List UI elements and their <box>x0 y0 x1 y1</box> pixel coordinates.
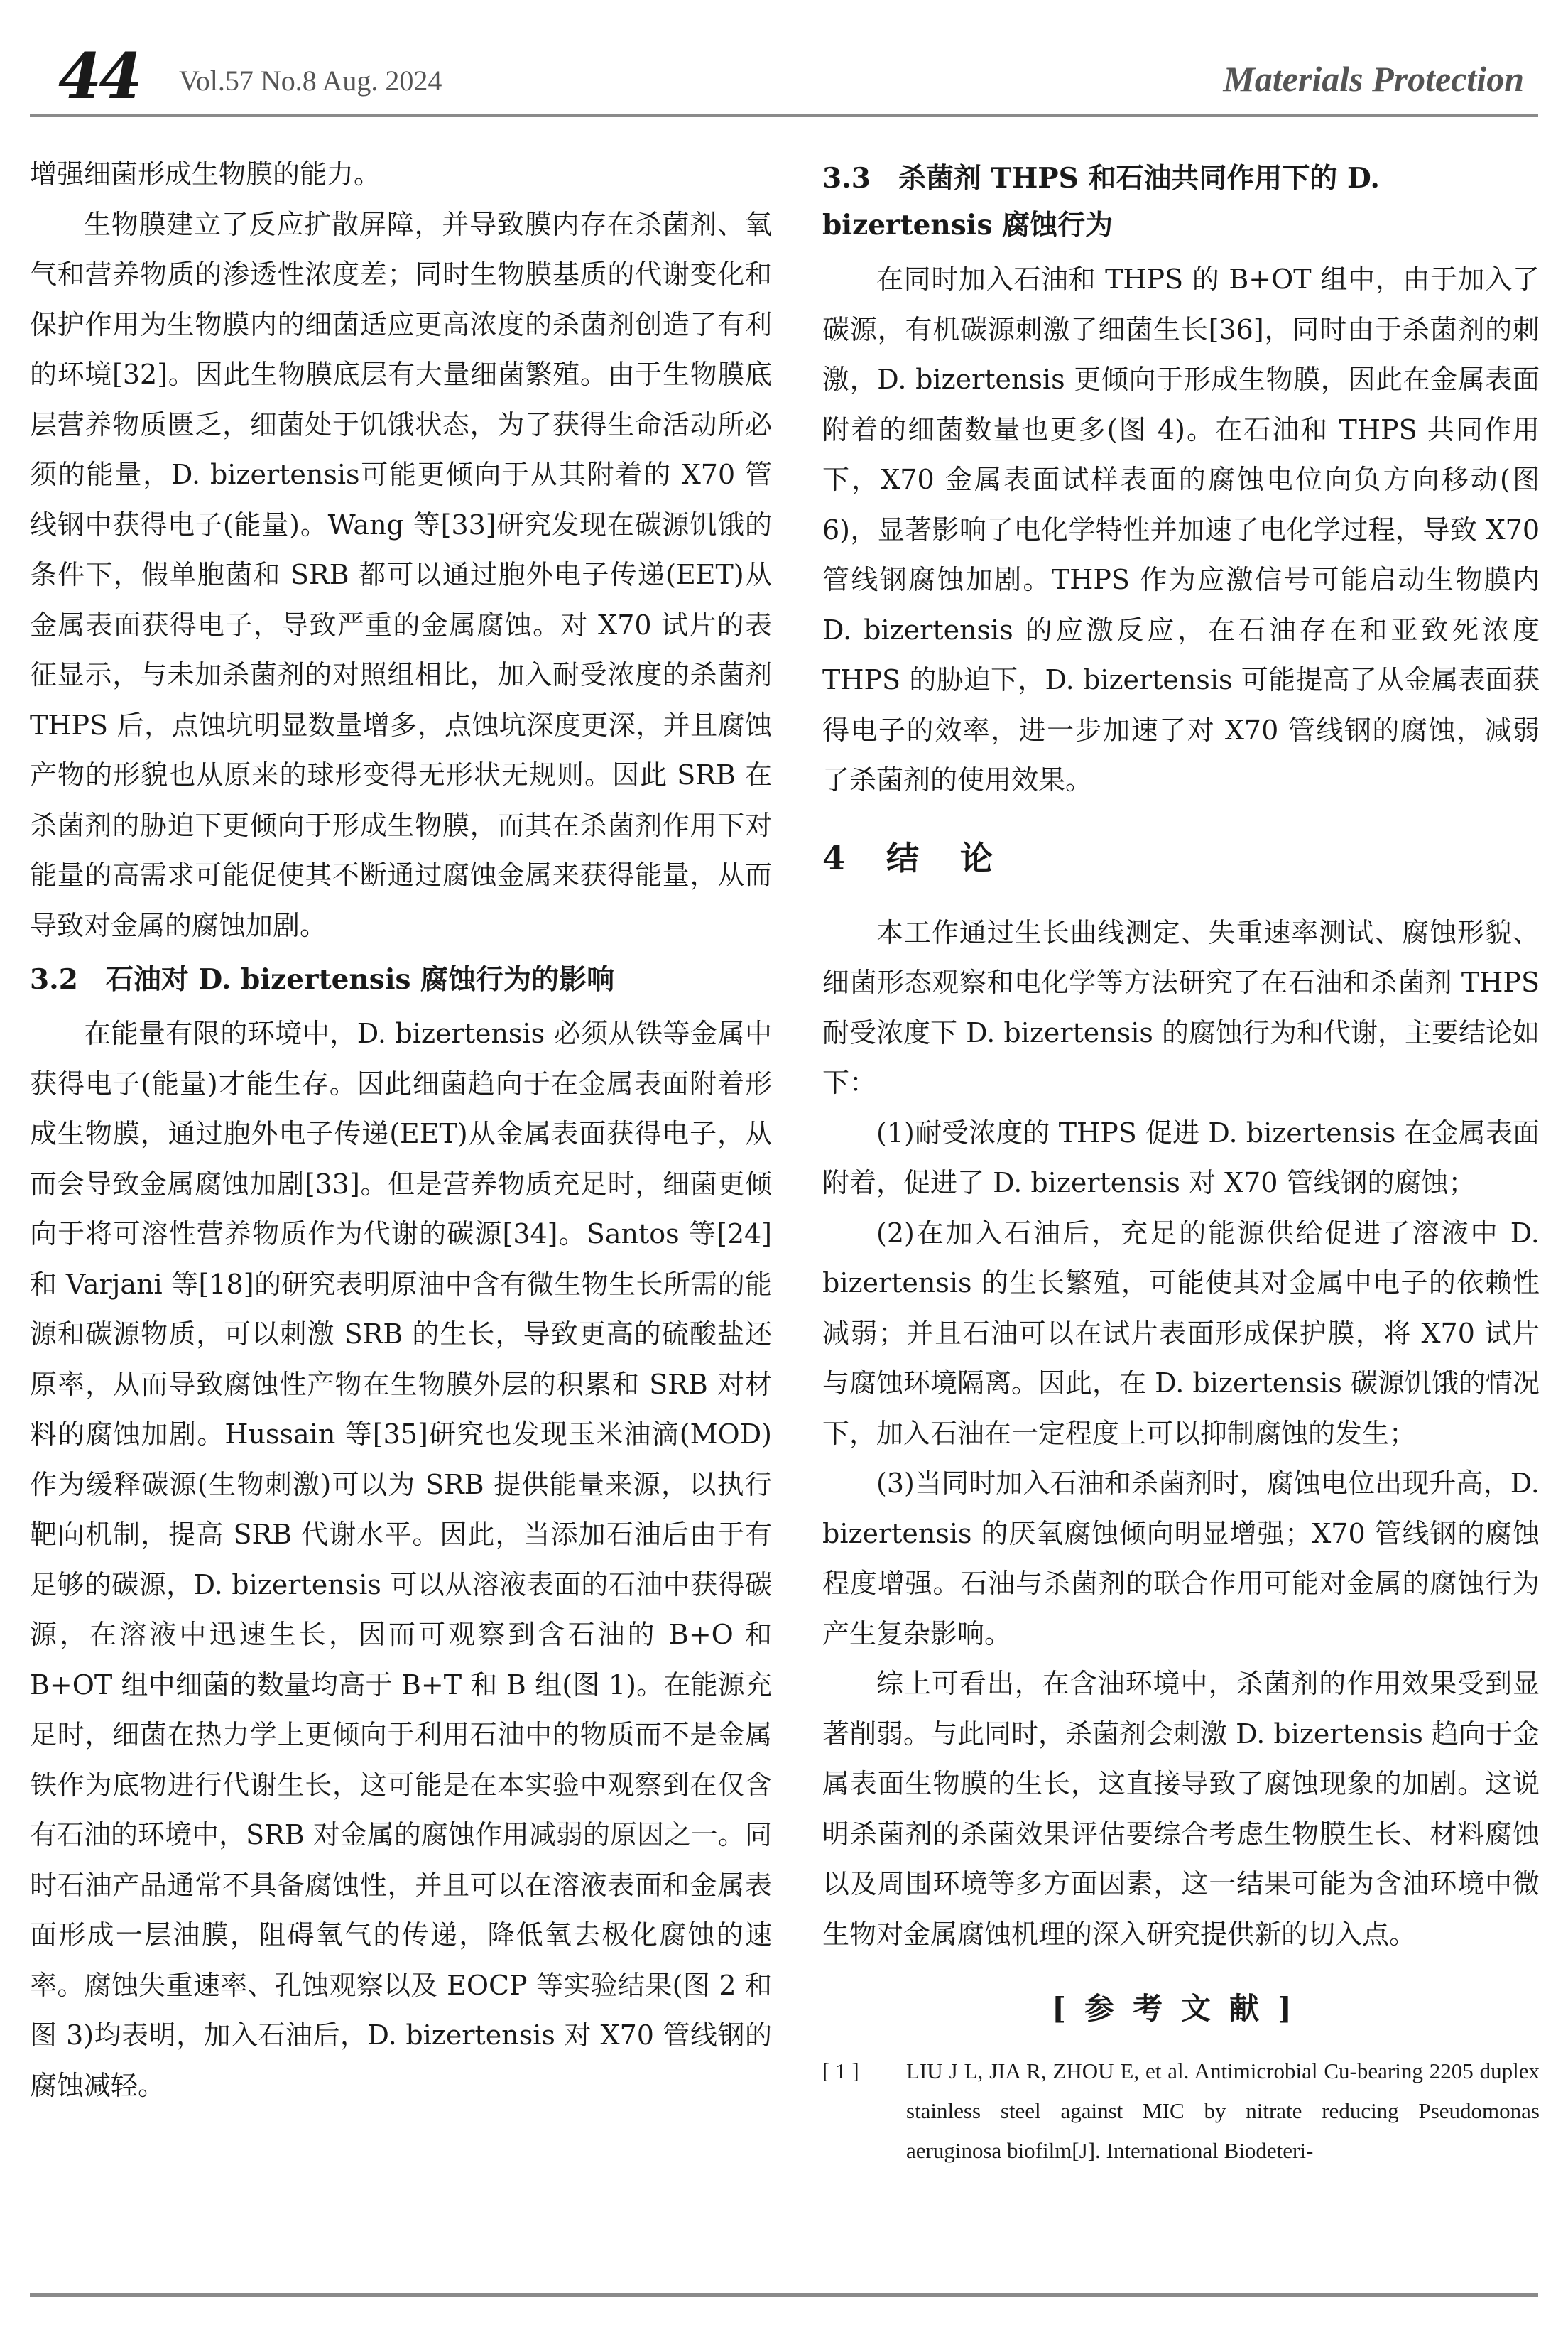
journal-title: Materials Protection <box>1223 59 1524 99</box>
right-column <box>822 149 1540 2171</box>
page-header <box>30 37 1538 115</box>
reference-text: LIU J L, JIA R, ZHOU E, et al. Antimicrobial Cu-bearing 2205 duplex stainless steel against MIC by nitrate reducing Pseudomonas aeruginosa biofilm[J]. International Biodeteri- <box>906 2059 1540 2163</box>
page-number: 44 <box>58 39 140 113</box>
paragraph: (1)耐受浓度的 THPS 促进 D. bizertensis 在金属表面附着，促进了 D. bizertensis 对 X70 管线钢的腐蚀； <box>822 1117 1540 1198</box>
reference-number: [ 1 ] <box>822 2059 859 2083</box>
section-4-title: 4 结 论 <box>822 838 998 877</box>
footer-rule <box>30 2293 1538 2297</box>
reference-item <box>822 2051 1540 2171</box>
references-heading: [参考文献] <box>1052 1991 1310 2026</box>
section-3-3-title: 3.3 杀菌剂 THPS 和石油共同作用下的 D. bizertensis 腐蚀行为 <box>822 162 1380 242</box>
paragraph: 增强细菌形成生物膜的能力。 <box>30 158 381 190</box>
paragraph: 本工作通过生长曲线测定、失重速率测试、腐蚀形貌、细菌形态观察和电化学等方法研究了在石油和杀菌剂 THPS 耐受浓度下 D. bizertensis 的腐蚀行为和代谢，主要结论如下： <box>822 916 1540 1098</box>
paragraph: (3)当同时加入石油和杀菌剂时，腐蚀电位出现升高，D. bizertensis 的厌氧腐蚀倾向明显增强；X70 管线钢的腐蚀程度增强。石油与杀菌剂的联合作用可能对金属的腐蚀行为产生复杂影响。 <box>822 1468 1540 1649</box>
section-3-2-title: 3.2 石油对 D. bizertensis 腐蚀行为的影响 <box>30 963 615 996</box>
volume-info: Vol.57 No.8 Aug. 2024 <box>179 65 442 97</box>
header-rule <box>30 114 1538 117</box>
paragraph: (2)在加入石油后，充足的能源供给促进了溶液中 D. bizertensis 的生长繁殖，可能使其对金属中电子的依赖性减弱；并且石油可以在试片表面形成保护膜，将 X70 试片与腐蚀环境隔离。因此，在 D. bizertensis 碳源饥饿的情况下，加入石油在一定程度上可以抑制腐蚀的发生； <box>822 1217 1540 1449</box>
paragraph: 在能量有限的环境中，D. bizertensis 必须从铁等金属中获得电子(能量)才能生存。因此细菌趋向于在金属表面附着形成生物膜，通过胞外电子传递(EET)从金属表面获得电子，从而会导致金属腐蚀加剧[33]。但是营养物质充足时，细菌更倾向于将可溶性营养物质作为代谢的碳源[34]。Santos 等[24]和 Varjani 等[18]的研究表明原油中含有微生物生长所需的能源和碳源物质，可以刺激 SRB 的生长，导致更高的硫酸盐还原率，从而导致腐蚀性产物在生物膜外层的积累和 SRB 对材料的腐蚀加剧。Hussain 等[35]研究也发现玉米油滴(MOD)作为缓释碳源(生物刺激)可以为 SRB 提供能量来源，以执行靶向机制，提高 SRB 代谢水平。因此，当添加石油后由于有足够的碳源，D. bizertensis 可以从溶液表面的石油中获得碳源，在溶液中迅速生长，因而可观察到含石油的 B+O 和 B+OT 组中细菌的数量均高于 B+T 和 B 组(图 1)。在能源充足时，细菌在热力学上更倾向于利用石油中的物质而不是金属铁作为底物进行代谢生长，这可能是在本实验中观察到在仅含有石油的环境中，SRB 对金属的腐蚀作用减弱的原因之一。同时石油产品通常不具备腐蚀性，并且可以在溶液表面和金属表面形成一层油膜，阻碍氧气的传递，降低氧去极化腐蚀的速率。腐蚀失重速率、孔蚀观察以及 EOCP 等实验结果(图 2 和图 3)均表明，加入石油后，D. bizertensis 对 X70 管线钢的腐蚀减轻。 <box>30 1018 772 2101</box>
paragraph: 生物膜建立了反应扩散屏障，并导致膜内存在杀菌剂、氧气和营养物质的渗透性浓度差；同时生物膜基质的代谢变化和保护作用为生物膜内的细菌适应更高浓度的杀菌剂创造了有利的环境[32]。因此生物膜底层有大量细菌繁殖。由于生物膜底层营养物质匮乏，细菌处于饥饿状态，为了获得生命活动所必须的能量，D. bizertensis可能更倾向于从其附着的 X70 管线钢中获得电子(能量)。Wang 等[33]研究发现在碳源饥饿的条件下，假单胞菌和 SRB 都可以通过胞外电子传递(EET)从金属表面获得电子，导致严重的金属腐蚀。对 X70 试片的表征显示，与未加杀菌剂的对照组相比，加入耐受浓度的杀菌剂 THPS 后，点蚀坑明显数量增多，点蚀坑深度更深，并且腐蚀产物的形貌也从原来的球形变得无形状无规则。因此 SRB 在杀菌剂的胁迫下更倾向于形成生物膜，而其在杀菌剂作用下对能量的高需求可能促使其不断通过腐蚀金属来获得能量，从而导致对金属的腐蚀加剧。 <box>30 208 772 941</box>
left-column <box>30 149 772 2110</box>
paragraph: 在同时加入石油和 THPS 的 B+OT 组中，由于加入了碳源，有机碳源刺激了细菌生长[36]，同时由于杀菌剂的刺激，D. bizertensis 更倾向于形成生物膜，因此在金属表面附着的细菌数量也更多(图 4)。在石油和 THPS 共同作用下，X70 金属表面试样表面的腐蚀电位向负方向移动(图 6)，显著影响了电化学特性并加速了电化学过程，导致 X70 管线钢腐蚀加剧。THPS 作为应激信号可能启动生物膜内 D. bizertensis 的应激反应，在石油存在和亚致死浓度 THPS 的胁迫下，D. bizertensis 可能提高了从金属表面获得电子的效率，进一步加速了对 X70 管线钢的腐蚀，减弱了杀菌剂的使用效果。 <box>822 264 1540 796</box>
paragraph: 综上可看出，在含油环境中，杀菌剂的作用效果受到显著削弱。与此同时，杀菌剂会刺激 D. bizertensis 趋向于金属表面生物膜的生长，这直接导致了腐蚀现象的加剧。这说明杀菌剂的杀菌效果评估要综合考虑生物膜生长、材料腐蚀以及周围环境等多方面因素，这一结果可能为含油环境中微生物对金属腐蚀机理的深入研究提供新的切入点。 <box>822 1668 1540 1950</box>
